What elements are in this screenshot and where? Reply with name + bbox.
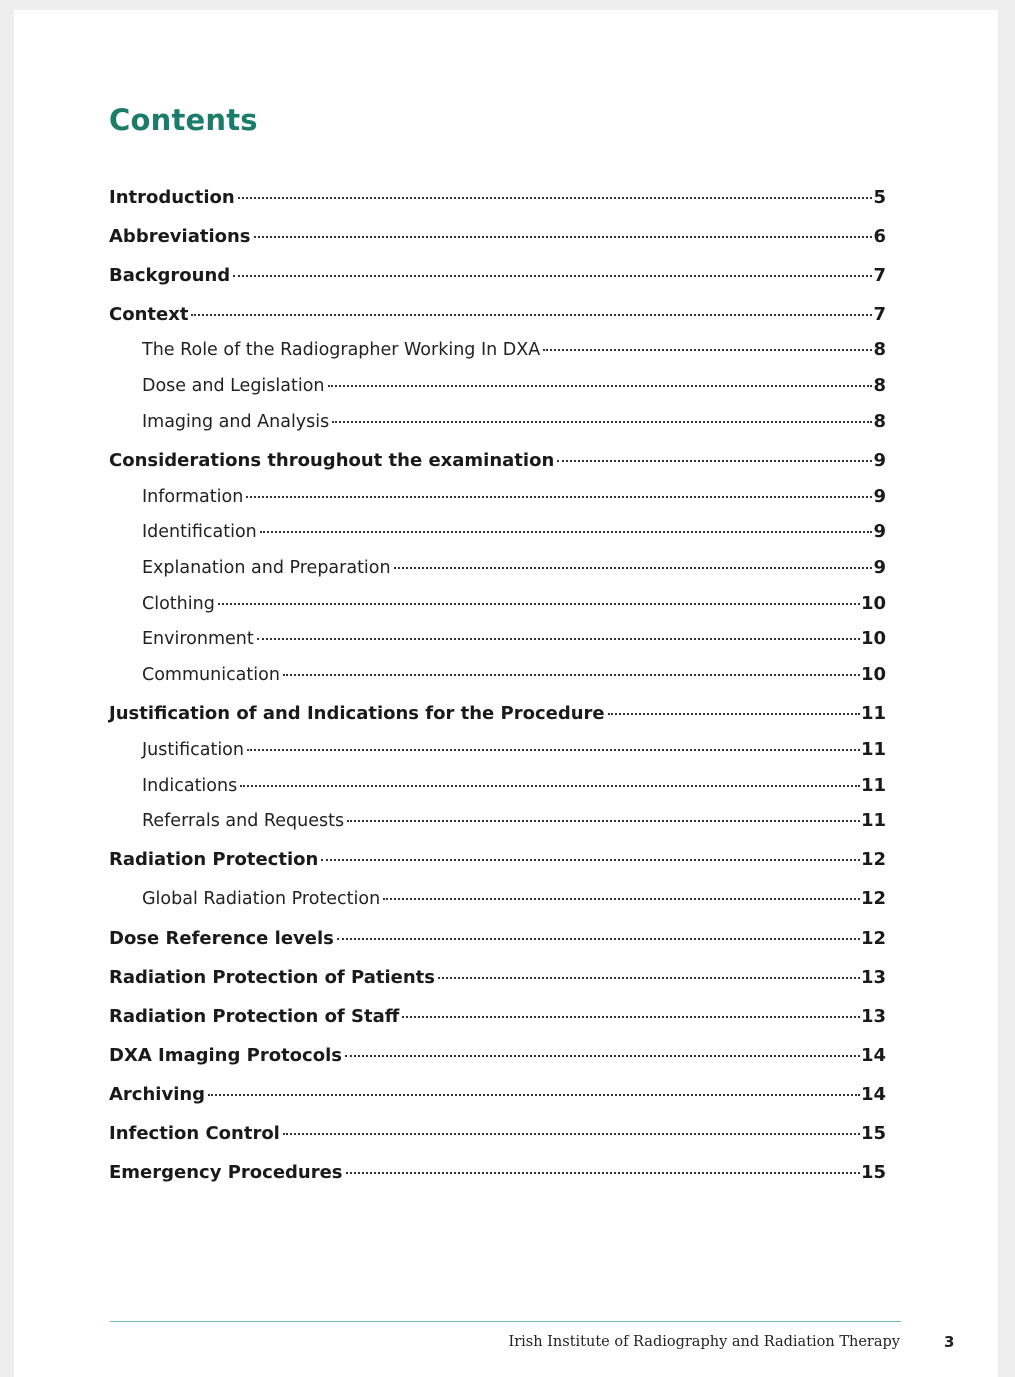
toc-subentry[interactable]: [142, 737, 886, 763]
toc-entry[interactable]: [109, 847, 886, 873]
toc-dot-leader: [543, 349, 872, 351]
table-of-contents: [109, 0, 886, 1377]
toc-entry[interactable]: [109, 1160, 886, 1186]
toc-page-number: 11: [860, 739, 886, 760]
toc-entry[interactable]: [109, 1121, 886, 1147]
toc-page-number: 7: [873, 304, 886, 325]
toc-entry-label: Considerations throughout the examination: [109, 450, 555, 471]
toc-subentry[interactable]: [142, 591, 886, 617]
toc-dot-leader: [246, 496, 872, 498]
toc-entry-label: Information: [142, 487, 244, 507]
toc-page-number: 12: [860, 849, 886, 870]
toc-page-number: 8: [873, 411, 886, 432]
toc-entry[interactable]: [109, 302, 886, 328]
toc-page-number: 12: [860, 928, 886, 949]
toc-entry[interactable]: [109, 1043, 886, 1069]
toc-entry-label: The Role of the Radiographer Working In DXA: [142, 340, 541, 360]
toc-page-number: 10: [860, 664, 886, 685]
toc-dot-leader: [283, 674, 860, 676]
toc-subentry[interactable]: [142, 886, 886, 912]
toc-dot-leader: [233, 275, 872, 277]
toc-entry-label: Introduction: [109, 187, 235, 208]
toc-dot-leader: [438, 977, 860, 979]
toc-entry-label: Imaging and Analysis: [142, 412, 330, 432]
toc-entry-label: Communication: [142, 665, 280, 685]
toc-page-number: 11: [860, 703, 886, 724]
toc-dot-leader: [218, 603, 860, 605]
toc-entry-label: Global Radiation Protection: [142, 889, 381, 909]
toc-dot-leader: [557, 460, 872, 462]
toc-page-number: 7: [873, 265, 886, 286]
toc-dot-leader: [345, 1055, 860, 1057]
toc-page-number: 14: [860, 1084, 886, 1105]
toc-page-number: 15: [860, 1123, 886, 1144]
toc-dot-leader: [191, 314, 872, 316]
toc-page-number: 9: [873, 557, 886, 578]
toc-entry[interactable]: [109, 1004, 886, 1030]
toc-entry-label: Justification of and Indications for the Procedure: [109, 703, 605, 724]
toc-dot-leader: [321, 859, 860, 861]
toc-entry-label: Clothing: [142, 594, 215, 614]
toc-page-number: 8: [873, 375, 886, 396]
toc-entry-label: Environment: [142, 629, 254, 649]
footer-page-number: 3: [944, 1333, 955, 1351]
toc-page-number: 13: [860, 1006, 886, 1027]
toc-entry[interactable]: [109, 965, 886, 991]
toc-entry-label: Dose and Legislation: [142, 376, 325, 396]
toc-subentry[interactable]: [142, 626, 886, 652]
toc-dot-leader: [337, 938, 860, 940]
toc-entry-label: Radiation Protection of Staff: [109, 1006, 400, 1027]
toc-entry[interactable]: [109, 701, 886, 727]
toc-subentry[interactable]: [142, 484, 886, 510]
toc-page-number: 10: [860, 628, 886, 649]
toc-page-number: 15: [860, 1162, 886, 1183]
toc-dot-leader: [332, 421, 872, 423]
toc-dot-leader: [283, 1133, 860, 1135]
toc-entry-label: Justification: [142, 740, 244, 760]
toc-page-number: 6: [873, 226, 886, 247]
toc-page-number: 11: [860, 775, 886, 796]
toc-dot-leader: [608, 713, 860, 715]
toc-dot-leader: [383, 898, 860, 900]
toc-dot-leader: [394, 567, 873, 569]
toc-dot-leader: [347, 820, 860, 822]
toc-subentry[interactable]: [142, 337, 886, 363]
footer-organization: Irish Institute of Radiography and Radiation Therapy: [508, 1334, 900, 1350]
toc-entry-label: DXA Imaging Protocols: [109, 1045, 342, 1066]
toc-dot-leader: [260, 531, 873, 533]
toc-subentry[interactable]: [142, 662, 886, 688]
toc-subentry[interactable]: [142, 373, 886, 399]
toc-entry[interactable]: [109, 263, 886, 289]
toc-entry-label: Radiation Protection: [109, 849, 319, 870]
toc-entry-label: Referrals and Requests: [142, 811, 345, 831]
toc-dot-leader: [238, 197, 873, 199]
toc-subentry[interactable]: [142, 808, 886, 834]
toc-dot-leader: [402, 1016, 860, 1018]
toc-page-number: 9: [873, 486, 886, 507]
footer-divider: [110, 1321, 901, 1322]
page-title: Contents: [109, 103, 258, 137]
toc-page-number: 5: [873, 187, 886, 208]
toc-dot-leader: [208, 1094, 860, 1096]
toc-entry-label: Identification: [142, 522, 257, 542]
toc-page-number: 14: [860, 1045, 886, 1066]
toc-page-number: 8: [873, 339, 886, 360]
toc-entry[interactable]: [109, 185, 886, 211]
toc-entry[interactable]: [109, 926, 886, 952]
toc-entry-label: Dose Reference levels: [109, 928, 334, 949]
toc-entry-label: Radiation Protection of Patients: [109, 967, 436, 988]
toc-entry-label: Background: [109, 265, 231, 286]
toc-subentry[interactable]: [142, 773, 886, 799]
toc-dot-leader: [254, 236, 873, 238]
toc-entry[interactable]: [109, 1082, 886, 1108]
toc-entry-label: Emergency Procedures: [109, 1162, 343, 1183]
toc-dot-leader: [247, 749, 860, 751]
toc-page-number: 9: [873, 521, 886, 542]
toc-dot-leader: [346, 1172, 860, 1174]
toc-entry-label: Context: [109, 304, 189, 325]
toc-entry-label: Indications: [142, 776, 238, 796]
toc-entry[interactable]: [109, 224, 886, 250]
toc-subentry[interactable]: [142, 519, 886, 545]
toc-page-number: 11: [860, 810, 886, 831]
toc-page-number: 9: [873, 450, 886, 471]
toc-page-number: 10: [860, 593, 886, 614]
toc-dot-leader: [328, 385, 873, 387]
toc-entry-label: Infection Control: [109, 1123, 280, 1144]
toc-subentry[interactable]: [142, 409, 886, 435]
toc-dot-leader: [257, 638, 860, 640]
toc-entry-label: Abbreviations: [109, 226, 251, 247]
toc-subentry[interactable]: [142, 555, 886, 581]
toc-entry-label: Archiving: [109, 1084, 206, 1105]
toc-entry[interactable]: [109, 448, 886, 474]
toc-dot-leader: [240, 785, 860, 787]
toc-page-number: 13: [860, 967, 886, 988]
toc-page-number: 12: [860, 888, 886, 909]
toc-entry-label: Explanation and Preparation: [142, 558, 391, 578]
